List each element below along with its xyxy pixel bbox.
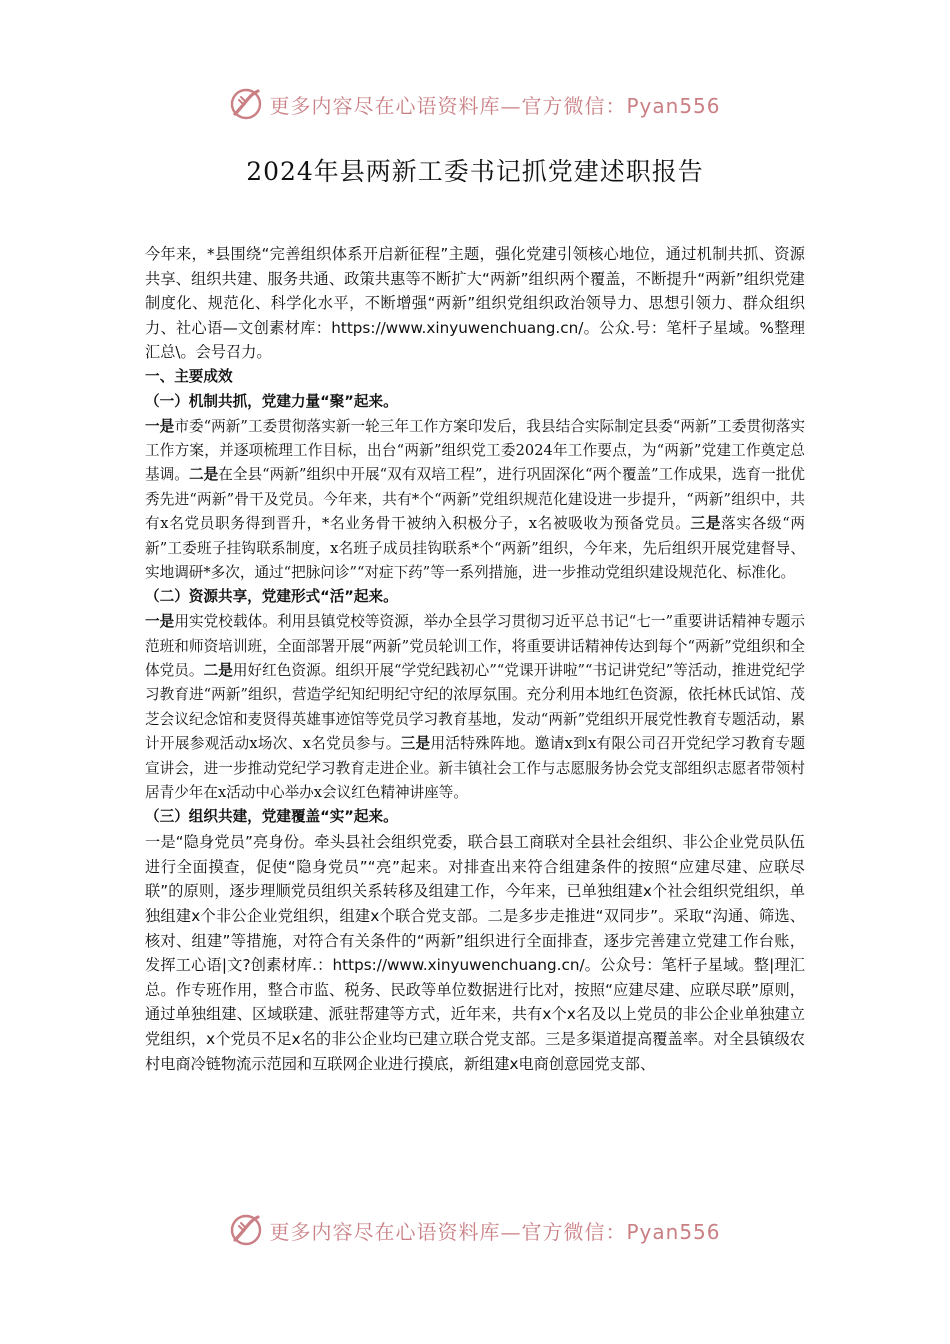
subsection-heading-2: （二）资源共享，党建形式“活”起来。 [145, 588, 398, 606]
subsection-heading-3: （三）组织共建，党建覆盖“实”起来。 [145, 808, 398, 826]
subsection-1-paragraph: 一是市委“两新”工委贯彻落实新一轮三年工作方案印发后，我县结合实际制定县委“两新”工委贯彻落实工作方案，并逐项梳理工作目标，出台“两新”组织党工委2024年工作要点，为“两新”党建工作奠定总基调。二是在全县“两新”组织中开展“双有双培工程”，进行巩固深化“两个覆盖”工作成果，选育一批优秀先进“两新”骨干及党员。今年来，共有*个“两新”党组织规范化建设进一步提升，“两新”组织中，共有x名党员职务得到晋升，*名业务骨干被纳入积极分子，x名被吸收为预备党员。三是落实各级“两新”工委班子挂钩联系制度，x名班子成员挂钩联系*个“两新”组织，今年来，先后组织开展党建督导、实地调研*多次，通过“把脉问诊”“对症下药”等一系列措施，进一步推动党组织建设规范化、标准化。 [145, 417, 805, 581]
document-body [145, 242, 805, 1076]
watermark-banner-bottom [0, 1212, 950, 1248]
brush-logo-icon [229, 87, 263, 121]
section-heading-main-results: 一、主要成效 [145, 367, 233, 385]
brush-logo-icon [229, 1213, 263, 1247]
subsection-3-paragraph: 一是“隐身党员”亮身份。牵头县社会组织党委，联合县工商联对全县社会组织、非公企业党员队伍进行全面摸查，促使“隐身党员”“亮”起来。对排查出来符合组建条件的按照“应建尽建、应联尽联”的原则，逐步理顺党员组织关系转移及组建工作，今年来，已单独组建x个社会组织党组织，单独组建x个非公企业党组织，组建x个联合党支部。二是多步走推进“双同步”。采取“沟通、筛选、核对、组建”等措施，对符合有关条件的“两新”组织进行全面排查，逐步完善建立党建工作台账，发挥工心语|文?创素材库.：https://www.xinyuwenchuang.cn/。公众号：笔杆子星域。整|理汇总。作专班作用，整合市监、税务、民政等单位数据进行比对，按照“应建尽建、应联尽联”原则，通过单独组建、区域联建、派驻帮建等方式，近年来，共有x个x名及以上党员的非公企业单独建立党组织，x个党员不足x名的非公企业均已建立联合党支部。三是多渠道提高覆盖率。对全县镇级农村电商冷链物流示范园和互联网企业进行摸底，新组建x电商创意园党支部、 [145, 833, 805, 1073]
subsection-heading-1: （一）机制共抓，党建力量“聚”起来。 [145, 392, 398, 410]
document-title: 2024年县两新工委书记抓党建述职报告 [246, 157, 704, 186]
intro-paragraph: 今年来，*县围绕“完善组织体系开启新征程”主题，强化党建引领核心地位，通过机制共抓、资源共享、组织共建、服务共通、政策共惠等不断扩大“两新”组织两个覆盖，不断提升“两新”组织党建制度化、规范化、科学化水平，不断增强“两新”组织党组织政治领导力、思想引领力、群众组织力、社心语—文创素材库：https://www.xinyuwenchuang.cn/。公众.号：笔杆子星域。%整理汇总\。会号召力。 [145, 245, 805, 362]
subsection-2-paragraph: 一是用实党校载体。利用县镇党校等资源，举办全县学习贯彻习近平总书记“七一”重要讲话精神专题示范班和师资培训班，全面部署开展“两新”党员轮训工作，将重要讲话精神传达到每个“两新”党组织和全体党员。二是用好红色资源。组织开展“学党纪践初心”“党课开讲啦”“书记讲党纪”等活动，推进党纪学习教育进“两新”组织，营造学纪知纪明纪守纪的浓厚氛围。充分利用本地红色资源，依托林氏试馆、茂芝会议纪念馆和麦贤得英雄事迹馆等党员学习教育基地，发动“两新”党组织开展党性教育专题活动，累计开展参观活动x场次、x名党员参与。三是用活特殊阵地。邀请x到x有限公司召开党纪学习教育专题宣讲会，进一步推动党纪学习教育走进企业。新丰镇社会工作与志愿服务协会党支部组织志愿者带领村居青少年在x活动中心举办x会议红色精神讲座等。 [145, 613, 805, 802]
watermark-banner-top [0, 86, 950, 122]
watermark-text: 更多内容尽在心语资料库—官方微信：Pyan556 [269, 1219, 721, 1244]
watermark-text: 更多内容尽在心语资料库—官方微信：Pyan556 [269, 93, 721, 118]
